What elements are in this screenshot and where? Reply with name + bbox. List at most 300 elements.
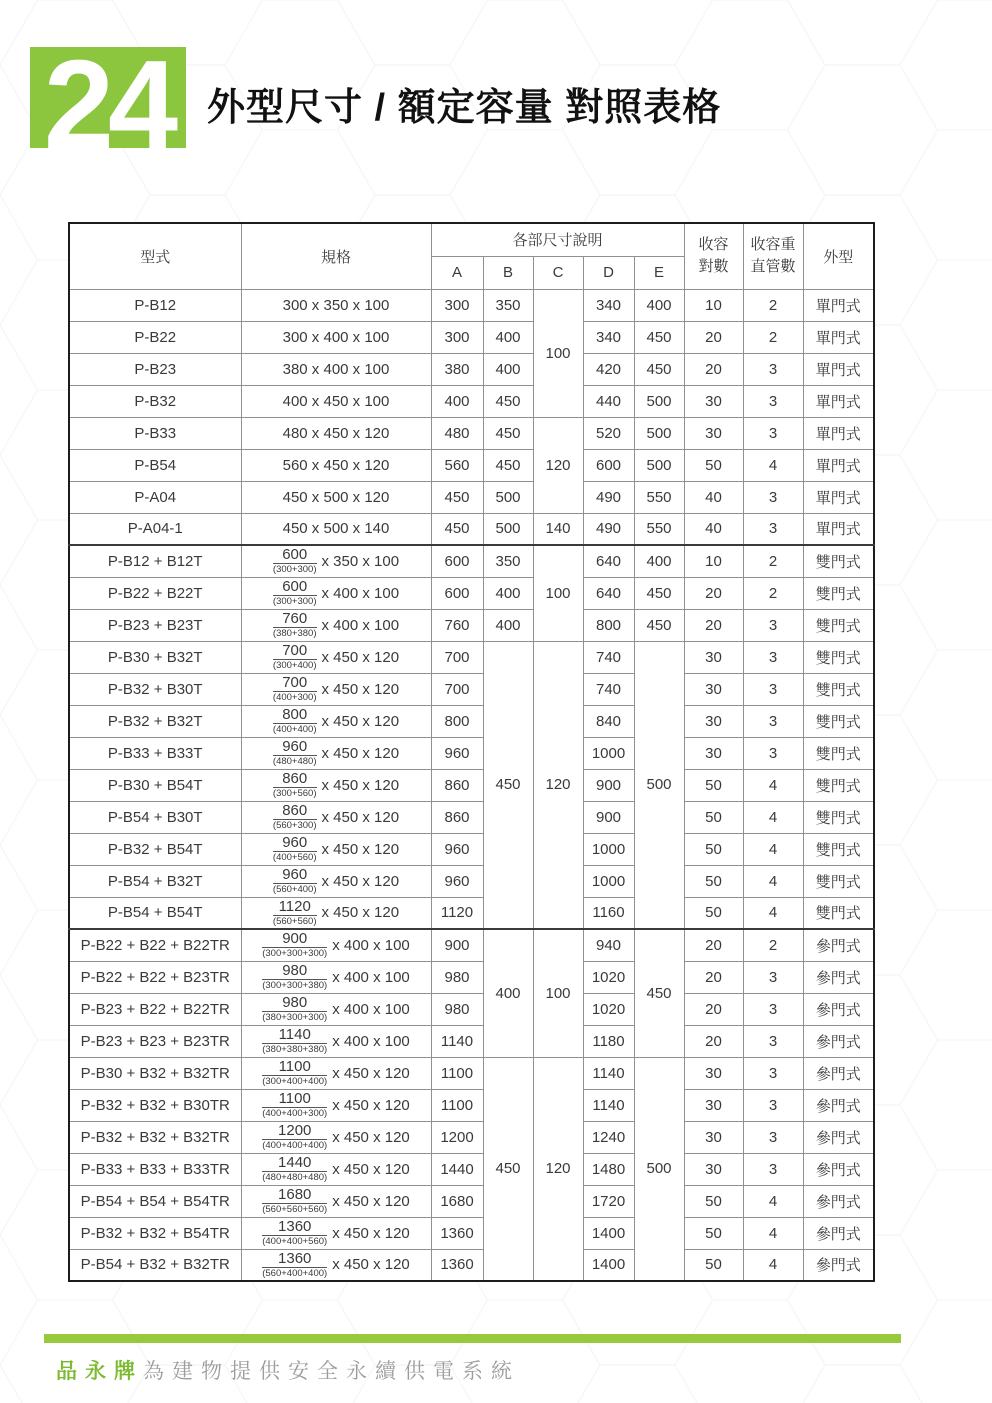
model-cell: P-B32 + B32 + B32TR (69, 1121, 241, 1153)
fraction-numerator: 980 (262, 963, 327, 980)
dim-a-cell: 800 (431, 705, 483, 737)
appearance-cell: 單門式 (803, 385, 874, 417)
fraction-denominator: (560+400+400) (262, 1267, 328, 1279)
spec-fraction (273, 643, 317, 671)
spec-cell (241, 289, 431, 321)
spec-fraction (273, 579, 317, 607)
dim-a-cell: 980 (431, 961, 483, 993)
spec-cell (241, 513, 431, 545)
table-row (69, 737, 874, 769)
spec-fraction (262, 1187, 327, 1215)
capacity-pairs-cell: 20 (684, 929, 743, 961)
dim-d-cell: 1000 (583, 865, 634, 897)
model-cell: P-B32 + B30T (69, 673, 241, 705)
dim-d-cell: 520 (583, 417, 634, 449)
dim-a-cell: 1200 (431, 1121, 483, 1153)
spec-text: 450 x 500 x 120 (282, 488, 390, 506)
spec-fraction (273, 611, 317, 639)
spec-rest: x 450 x 120 (332, 1224, 410, 1242)
dim-d-cell: 1400 (583, 1249, 634, 1281)
vertical-pipes-cell: 3 (743, 641, 803, 673)
dim-b-cell: 400 (483, 929, 533, 1057)
table-row (69, 1249, 874, 1281)
table-row (69, 993, 874, 1025)
dim-c-cell: 120 (533, 1057, 583, 1281)
capacity-pairs-cell: 50 (684, 769, 743, 801)
dim-b-cell: 400 (483, 321, 533, 353)
spec-text: 380 x 400 x 100 (282, 360, 390, 378)
vertical-pipes-cell: 3 (743, 513, 803, 545)
table-row (69, 961, 874, 993)
dim-a-cell: 1100 (431, 1057, 483, 1089)
fraction-numerator: 900 (262, 931, 327, 948)
spec-cell (241, 961, 431, 993)
capacity-pairs-cell: 50 (684, 801, 743, 833)
model-cell: P-B22 + B22 + B22TR (69, 929, 241, 961)
appearance-cell: 參門式 (803, 1249, 874, 1281)
capacity-pairs-cell: 30 (684, 673, 743, 705)
spec-rest: x 450 x 120 (321, 648, 400, 666)
spec-cell (241, 769, 431, 801)
vertical-pipes-cell: 3 (743, 1121, 803, 1153)
capacity-pairs-cell: 50 (684, 1185, 743, 1217)
dim-a-cell: 900 (431, 929, 483, 961)
table-row (69, 385, 874, 417)
spec-fraction (262, 1059, 327, 1087)
dim-e-cell: 450 (634, 577, 684, 609)
spec-rest: x 450 x 120 (332, 1256, 410, 1274)
model-cell: P-B22 + B22 + B23TR (69, 961, 241, 993)
vertical-pipes-cell: 3 (743, 1057, 803, 1089)
vertical-pipes-cell: 3 (743, 353, 803, 385)
dim-a-cell: 960 (431, 737, 483, 769)
dim-d-cell: 1480 (583, 1153, 634, 1185)
fraction-numerator: 1680 (262, 1187, 327, 1204)
vertical-pipes-cell: 4 (743, 865, 803, 897)
table-row (69, 1217, 874, 1249)
model-cell: P-B32 + B32 + B54TR (69, 1217, 241, 1249)
fraction-denominator: (400+400+400) (262, 1140, 328, 1151)
dim-d-cell: 1240 (583, 1121, 634, 1153)
spec-rest: x 400 x 100 (321, 616, 400, 634)
spec-rest: x 450 x 120 (321, 904, 400, 922)
table-row (69, 513, 874, 545)
dim-a-cell: 1100 (431, 1089, 483, 1121)
spec-text: 300 x 400 x 100 (282, 328, 390, 346)
header-dim-e: E (634, 256, 684, 289)
dim-a-cell: 1440 (431, 1153, 483, 1185)
spec-text: 480 x 450 x 120 (282, 424, 390, 442)
fraction-denominator: (300+400+400) (262, 1076, 328, 1087)
spec-cell (241, 577, 431, 609)
dim-b-cell: 400 (483, 353, 533, 385)
dim-c-cell: 140 (533, 513, 583, 545)
tagline-text: 為建物提供安全永續供電系統 (143, 1360, 520, 1383)
vertical-pipes-cell: 4 (743, 769, 803, 801)
dim-b-cell: 450 (483, 641, 533, 929)
spec-rest: x 400 x 100 (332, 1000, 410, 1018)
dim-d-cell: 420 (583, 353, 634, 385)
vertical-pipes-cell: 3 (743, 481, 803, 513)
appearance-cell: 參門式 (803, 961, 874, 993)
header-dim-a: A (431, 256, 483, 289)
capacity-pairs-cell: 30 (684, 417, 743, 449)
appearance-cell: 單門式 (803, 353, 874, 385)
table-row (69, 833, 874, 865)
spec-table (68, 222, 875, 1282)
header-row-1 (69, 223, 874, 256)
model-cell: P-B12 + B12T (69, 545, 241, 577)
dim-b-cell: 450 (483, 1057, 533, 1281)
spec-rest: x 350 x 100 (321, 552, 400, 570)
table-row (69, 353, 874, 385)
fraction-numerator: 860 (273, 771, 317, 788)
table-row (69, 673, 874, 705)
header-dim-d: D (583, 256, 634, 289)
dim-e-cell: 500 (634, 385, 684, 417)
dim-a-cell: 960 (431, 865, 483, 897)
vertical-pipes-cell: 3 (743, 961, 803, 993)
fraction-numerator: 1120 (273, 899, 317, 916)
spec-rest: x 450 x 120 (332, 1096, 410, 1114)
spec-cell (241, 1153, 431, 1185)
spec-text: 560 x 450 x 120 (282, 456, 390, 474)
spec-cell (241, 417, 431, 449)
dim-e-cell: 500 (634, 641, 684, 929)
fraction-denominator: (560+560) (272, 915, 317, 927)
vertical-pipes-cell: 3 (743, 1089, 803, 1121)
table-row (69, 1089, 874, 1121)
dim-b-cell: 350 (483, 289, 533, 321)
appearance-cell: 參門式 (803, 1153, 874, 1185)
spec-fraction (273, 803, 317, 831)
vertical-pipes-cell: 3 (743, 609, 803, 641)
table-row (69, 545, 874, 577)
dim-d-cell: 900 (583, 769, 634, 801)
vertical-pipes-cell: 3 (743, 993, 803, 1025)
spec-cell (241, 385, 431, 417)
dim-a-cell: 450 (431, 481, 483, 513)
table-row (69, 897, 874, 929)
spec-cell (241, 705, 431, 737)
capacity-pairs-cell: 10 (684, 545, 743, 577)
capacity-pairs-cell: 20 (684, 609, 743, 641)
dim-a-cell: 300 (431, 289, 483, 321)
capacity-pairs-cell: 50 (684, 865, 743, 897)
dim-a-cell: 1680 (431, 1185, 483, 1217)
dim-d-cell: 1000 (583, 737, 634, 769)
header-vertical-pipes-line1: 收容重 (750, 236, 796, 254)
dim-a-cell: 600 (431, 545, 483, 577)
spec-fraction (262, 1251, 327, 1279)
dim-d-cell: 1400 (583, 1217, 634, 1249)
dim-a-cell: 380 (431, 353, 483, 385)
page-number: 24 (43, 47, 173, 148)
appearance-cell: 雙門式 (803, 673, 874, 705)
dim-a-cell: 700 (431, 673, 483, 705)
spec-cell (241, 737, 431, 769)
fraction-numerator: 760 (273, 611, 317, 628)
model-cell: P-B54 + B54T (69, 897, 241, 929)
model-cell: P-B32 + B32T (69, 705, 241, 737)
dim-e-cell: 400 (634, 289, 684, 321)
dim-d-cell: 840 (583, 705, 634, 737)
dim-d-cell: 640 (583, 545, 634, 577)
table-row (69, 417, 874, 449)
dim-b-cell: 500 (483, 481, 533, 513)
dim-d-cell: 440 (583, 385, 634, 417)
dim-d-cell: 340 (583, 289, 634, 321)
appearance-cell: 單門式 (803, 513, 874, 545)
spec-rest: x 400 x 100 (332, 968, 410, 986)
dim-a-cell: 480 (431, 417, 483, 449)
dim-d-cell: 1020 (583, 961, 634, 993)
spec-cell (241, 1249, 431, 1281)
model-cell: P-B32 (69, 385, 241, 417)
appearance-cell: 參門式 (803, 929, 874, 961)
dim-d-cell: 740 (583, 673, 634, 705)
fraction-denominator: (300+400) (272, 660, 317, 671)
spec-table-body (69, 289, 874, 1281)
capacity-pairs-cell: 50 (684, 1217, 743, 1249)
capacity-pairs-cell: 40 (684, 481, 743, 513)
appearance-cell: 雙門式 (803, 897, 874, 929)
appearance-cell: 雙門式 (803, 545, 874, 577)
dim-e-cell: 500 (634, 417, 684, 449)
dim-d-cell: 340 (583, 321, 634, 353)
appearance-cell: 單門式 (803, 289, 874, 321)
fraction-denominator: (300+560) (272, 788, 317, 799)
dim-c-cell: 100 (533, 929, 583, 1057)
spec-rest: x 450 x 120 (321, 712, 400, 730)
dim-d-cell: 490 (583, 481, 634, 513)
capacity-pairs-cell: 30 (684, 385, 743, 417)
table-row (69, 449, 874, 481)
model-cell: P-B54 + B54 + B54TR (69, 1185, 241, 1217)
fraction-numerator: 960 (273, 867, 317, 884)
spec-fraction (273, 739, 317, 767)
dim-e-cell: 400 (634, 545, 684, 577)
vertical-pipes-cell: 2 (743, 929, 803, 961)
model-cell: P-A04 (69, 481, 241, 513)
appearance-cell: 單門式 (803, 417, 874, 449)
vertical-pipes-cell: 3 (743, 673, 803, 705)
spec-fraction (273, 771, 317, 799)
vertical-pipes-cell: 2 (743, 577, 803, 609)
spec-rest: x 450 x 120 (321, 872, 400, 890)
dim-a-cell: 760 (431, 609, 483, 641)
capacity-pairs-cell: 30 (684, 1057, 743, 1089)
appearance-cell: 雙門式 (803, 641, 874, 673)
appearance-cell: 雙門式 (803, 609, 874, 641)
spec-rest: x 450 x 120 (332, 1064, 410, 1082)
footer-accent-bar (44, 1334, 901, 1343)
spec-cell (241, 1057, 431, 1089)
dim-e-cell: 450 (634, 321, 684, 353)
header-capacity-pairs-line1: 收容 (698, 236, 729, 254)
dim-a-cell: 700 (431, 641, 483, 673)
fraction-denominator: (560+560+560) (262, 1204, 328, 1215)
appearance-cell: 雙門式 (803, 833, 874, 865)
appearance-cell: 參門式 (803, 1121, 874, 1153)
model-cell: P-B23 (69, 353, 241, 385)
fraction-numerator: 980 (262, 995, 327, 1012)
fraction-numerator: 960 (273, 739, 317, 756)
dim-e-cell: 450 (634, 609, 684, 641)
fraction-numerator: 1100 (262, 1091, 327, 1108)
model-cell: P-B12 (69, 289, 241, 321)
spec-cell (241, 609, 431, 641)
vertical-pipes-cell: 4 (743, 897, 803, 929)
vertical-pipes-cell: 3 (743, 737, 803, 769)
dim-d-cell: 940 (583, 929, 634, 961)
dim-a-cell: 1360 (431, 1249, 483, 1281)
dim-d-cell: 640 (583, 577, 634, 609)
fraction-numerator: 960 (273, 835, 317, 852)
dim-b-cell: 400 (483, 577, 533, 609)
spec-cell (241, 353, 431, 385)
spec-fraction (262, 1155, 327, 1183)
spec-fraction (262, 995, 327, 1023)
fraction-numerator: 700 (273, 675, 317, 692)
model-cell: P-B54 + B30T (69, 801, 241, 833)
model-cell: P-A04-1 (69, 513, 241, 545)
model-cell: P-B54 + B32 + B32TR (69, 1249, 241, 1281)
spec-cell (241, 833, 431, 865)
dim-d-cell: 1000 (583, 833, 634, 865)
dim-a-cell: 450 (431, 513, 483, 545)
spec-cell (241, 321, 431, 353)
fraction-numerator: 1360 (262, 1219, 327, 1236)
spec-fraction (273, 835, 317, 863)
fraction-numerator: 1200 (262, 1123, 327, 1140)
dim-b-cell: 400 (483, 609, 533, 641)
appearance-cell: 參門式 (803, 1217, 874, 1249)
vertical-pipes-cell: 3 (743, 385, 803, 417)
fraction-numerator: 600 (273, 547, 317, 564)
fraction-numerator: 1440 (262, 1155, 327, 1172)
vertical-pipes-cell: 4 (743, 801, 803, 833)
spec-text: 300 x 350 x 100 (282, 296, 390, 314)
spec-text: 450 x 500 x 140 (282, 520, 390, 538)
spec-cell (241, 897, 431, 929)
spec-rest: x 450 x 120 (321, 680, 400, 698)
header-dim-b: B (483, 256, 533, 289)
fraction-denominator: (560+300) (272, 820, 317, 831)
dim-b-cell: 450 (483, 417, 533, 449)
spec-cell (241, 865, 431, 897)
appearance-cell: 單門式 (803, 449, 874, 481)
dim-c-cell: 100 (533, 289, 583, 417)
fraction-numerator: 700 (273, 643, 317, 660)
fraction-denominator: (560+400) (272, 884, 317, 895)
appearance-cell: 參門式 (803, 1185, 874, 1217)
vertical-pipes-cell: 3 (743, 417, 803, 449)
spec-fraction (273, 707, 317, 735)
vertical-pipes-cell: 3 (743, 1153, 803, 1185)
dim-a-cell: 400 (431, 385, 483, 417)
model-cell: P-B30 + B32T (69, 641, 241, 673)
spec-cell (241, 1089, 431, 1121)
fraction-denominator: (400+400+560) (262, 1236, 328, 1247)
fraction-numerator: 600 (273, 579, 317, 596)
table-row (69, 1185, 874, 1217)
capacity-pairs-cell: 10 (684, 289, 743, 321)
table-row (69, 865, 874, 897)
fraction-denominator: (400+400) (272, 724, 317, 735)
dim-d-cell: 490 (583, 513, 634, 545)
dim-b-cell: 500 (483, 513, 533, 545)
spec-fraction (262, 931, 327, 959)
spec-table-header (69, 223, 874, 289)
model-cell: P-B32 + B54T (69, 833, 241, 865)
model-cell: P-B22 + B22T (69, 577, 241, 609)
spec-fraction (262, 1027, 327, 1055)
vertical-pipes-cell: 4 (743, 833, 803, 865)
capacity-pairs-cell: 20 (684, 961, 743, 993)
header-appearance: 外型 (803, 223, 874, 289)
fraction-denominator: (480+480+480) (262, 1172, 328, 1183)
capacity-pairs-cell: 50 (684, 897, 743, 929)
dim-d-cell: 740 (583, 641, 634, 673)
table-row (69, 577, 874, 609)
capacity-pairs-cell: 20 (684, 1025, 743, 1057)
model-cell: P-B22 (69, 321, 241, 353)
table-row (69, 289, 874, 321)
dim-e-cell: 550 (634, 481, 684, 513)
dim-d-cell: 1140 (583, 1089, 634, 1121)
fraction-denominator: (380+380) (272, 628, 317, 639)
spec-rest: x 400 x 100 (321, 584, 400, 602)
dim-d-cell: 900 (583, 801, 634, 833)
spec-rest: x 400 x 100 (332, 936, 410, 954)
capacity-pairs-cell: 50 (684, 449, 743, 481)
fraction-denominator: (380+300+300) (262, 1012, 328, 1023)
dim-b-cell: 350 (483, 545, 533, 577)
spec-rest: x 450 x 120 (321, 776, 400, 794)
model-cell: P-B54 + B32T (69, 865, 241, 897)
spec-fraction (273, 675, 317, 703)
header-dim-c: C (533, 256, 583, 289)
vertical-pipes-cell: 4 (743, 1217, 803, 1249)
capacity-pairs-cell: 30 (684, 1153, 743, 1185)
model-cell: P-B32 + B32 + B30TR (69, 1089, 241, 1121)
table-row (69, 769, 874, 801)
dim-e-cell: 550 (634, 513, 684, 545)
spec-rest: x 450 x 120 (332, 1128, 410, 1146)
table-row (69, 481, 874, 513)
spec-cell (241, 1025, 431, 1057)
dim-d-cell: 1140 (583, 1057, 634, 1089)
dim-e-cell: 500 (634, 1057, 684, 1281)
fraction-denominator: (400+560) (272, 852, 317, 863)
header-capacity-pairs-line2: 對數 (698, 258, 729, 276)
spec-cell (241, 673, 431, 705)
dim-a-cell: 600 (431, 577, 483, 609)
table-row (69, 641, 874, 673)
header-vertical-pipes (743, 223, 803, 289)
capacity-pairs-cell: 30 (684, 641, 743, 673)
table-row (69, 929, 874, 961)
vertical-pipes-cell: 3 (743, 1025, 803, 1057)
spec-cell (241, 545, 431, 577)
spec-rest: x 450 x 120 (321, 744, 400, 762)
appearance-cell: 雙門式 (803, 801, 874, 833)
capacity-pairs-cell: 20 (684, 353, 743, 385)
vertical-pipes-cell: 4 (743, 1249, 803, 1281)
table-row (69, 1057, 874, 1089)
dim-e-cell: 450 (634, 353, 684, 385)
